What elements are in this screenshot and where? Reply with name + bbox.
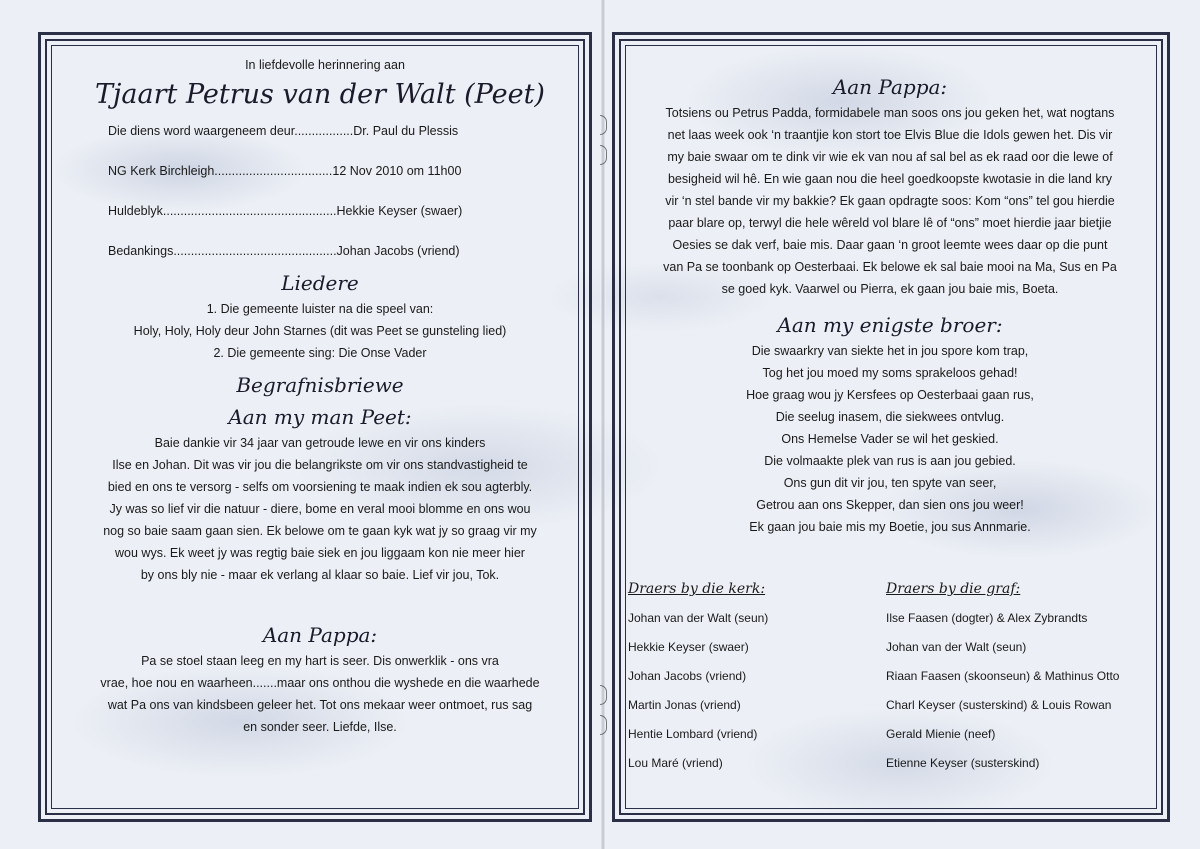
song-line: 2. Die gemeente sing: Die Onse Vader — [213, 346, 427, 360]
service-venue: NG Kerk Birchleigh..................................12 Nov 2010 om 11h00 — [108, 164, 462, 178]
left-page — [70, 50, 570, 738]
husband-heading: Aan my man Peet: — [228, 405, 412, 429]
intro-text: In liefdevolle herinnering aan — [245, 58, 405, 72]
song-line: Holy, Holy, Holy deur John Starnes (dit was Peet se gunsteling lied) — [133, 324, 507, 338]
song-line: 1. Die gemeente luister na die speel van: — [206, 302, 434, 316]
bearer-item: Etienne Keyser (susterskind) — [886, 756, 1040, 770]
poem-line: Die volmaakte plek van rus is aan jou gebied. — [764, 454, 1016, 468]
husband-line: bied en ons te versorg - selfs om voorsiening te maak indien ek sou agterbly. — [107, 480, 533, 494]
poem-line: Hoe graag wou jy Kersfees op Oesterbaai gaan rus, — [746, 388, 1034, 402]
service-officiant: Die diens word waargeneem deur.................Dr. Paul du Plessis — [108, 124, 459, 138]
church-bearers — [628, 578, 858, 778]
bearer-item: Johan Jacobs (vriend) — [628, 669, 747, 683]
husband-line: Jy was so lief vir die natuur - diere, bome en veral mooi blomme en ons wou — [109, 502, 531, 516]
pappa-heading-right: Aan Pappa: — [832, 75, 948, 99]
pappa-heading-left: Aan Pappa: — [262, 623, 378, 647]
bearer-item: Gerald Mienie (neef) — [886, 727, 996, 741]
pappa-line-right: vir ‘n stel bande vir my bakkie? Ek gaan opdragte soos: Kom “ons” tel gou hierdie — [665, 194, 1115, 208]
pappa-line-left: Pa se stoel staan leeg en my hart is seer. Dis onwerklik - ons vra — [141, 654, 499, 668]
pappa-line-right: paar blare op, terwyl die hele wêreld vol blare lê of “ons” moet hierdie jaar bietjie — [668, 216, 1112, 230]
pappa-line-right: besigheid wil hê. En wie gaan nou die heel goedkoopste kwotasie in die land kry — [667, 172, 1113, 186]
poem-line: Ons gun dit vir jou, ten spyte van seer, — [783, 476, 997, 490]
pappa-line-left: en sonder seer. Liefde, Ilse. — [243, 720, 397, 734]
pappa-line-left: vrae, hoe nou en waarheen.......maar ons onthou die wyshede en die waarhede — [100, 676, 540, 690]
bearer-item: Johan van der Walt (seun) — [886, 640, 1027, 654]
church-bearers-heading: Draers by die kerk: — [628, 581, 766, 597]
letters-heading: Begrafnisbriewe — [236, 373, 404, 397]
bearer-item: Martin Jonas (vriend) — [628, 698, 741, 712]
husband-line: nog so baie saam gaan sien. Ek belowe om te gaan kyk wat jy so graag vir my — [103, 524, 537, 538]
husband-line: Baie dankie vir 34 jaar van getroude lewe en vir ons kinders — [154, 436, 486, 450]
bearer-item: Johan van der Walt (seun) — [628, 611, 769, 625]
service-tribute: Huldeblyk..................................................Hekkie Keyser (swaer) — [108, 204, 463, 218]
poem-line: Tog het jou moed my soms sprakeloos gehad! — [762, 366, 1018, 380]
husband-line: Ilse en Johan. Dit was vir jou die belangrikste om vir ons standvastigheid te — [112, 458, 528, 472]
pappa-line-right: net laas week ook ‘n traantjie kon stort toe Elvis Blue die Idols gewen het. Dis vir — [667, 128, 1113, 142]
bearer-item: Hekkie Keyser (swaer) — [628, 640, 749, 654]
poem-line: Getrou aan ons Skepper, dan sien ons jou weer! — [756, 498, 1024, 512]
bearer-item: Charl Keyser (susterskind) & Louis Rowan — [886, 698, 1112, 712]
bearer-item: Riaan Faasen (skoonseun) & Mathinus Otto — [886, 669, 1120, 683]
bearer-item: Lou Maré (vriend) — [628, 756, 723, 770]
bearer-item: Ilse Faasen (dogter) & Alex Zybrandts — [886, 611, 1088, 625]
service-thanks: Bedankings...............................................Johan Jacobs (vriend) — [108, 244, 460, 258]
brother-heading: Aan my enigste broer: — [777, 313, 1003, 337]
pappa-line-right: my baie swaar om te dink vir wie ek van nou af sal bel as ek raad oor die lewe of — [667, 150, 1113, 164]
songs-heading: Liedere — [281, 271, 359, 295]
pappa-line-right: se goed kyk. Vaarwel ou Pierra, ek gaan jou baie mis, Boeta. — [721, 282, 1059, 296]
poem-line: Die swaarkry van siekte het in jou spore kom trap, — [751, 344, 1029, 358]
pappa-line-right: van Pa se toonbank op Oesterbaai. Ek belowe ek sal baie mooi na Ma, Sus en Pa — [663, 260, 1117, 274]
deceased-name: Tjaart Petrus van der Walt (Peet) — [95, 79, 545, 110]
poem-line: Die seelug inasem, die siekwees ontvlug. — [775, 410, 1005, 424]
grave-bearers — [886, 578, 1156, 778]
pappa-line-right: Oesies se dak verf, baie mis. Daar gaan ‘n groot leemte wees daar op die punt — [672, 238, 1108, 252]
pappa-line-right: Totsiens ou Petrus Padda, formidabele man soos ons jou geken het, wat nogtans — [665, 106, 1115, 120]
right-page — [620, 68, 1160, 538]
husband-line: wou wys. Ek weet jy was regtig baie siek en jou liggaam kon nie meer hier — [115, 546, 525, 560]
poem-line: Ek gaan jou baie mis my Boetie, jou sus Annmarie. — [749, 520, 1031, 534]
grave-bearers-heading: Draers by die graf: — [886, 581, 1021, 597]
pappa-line-left: wat Pa ons van kindsbeen geleer het. Tot ons mekaar weer ontmoet, rus sag — [107, 698, 533, 712]
bearer-item: Hentie Lombard (vriend) — [628, 727, 758, 741]
husband-line: by ons bly nie - maar ek verlang al klaar so baie. Lief vir jou, Tok. — [140, 568, 500, 582]
poem-line: Ons Hemelse Vader se wil het geskied. — [781, 432, 999, 446]
